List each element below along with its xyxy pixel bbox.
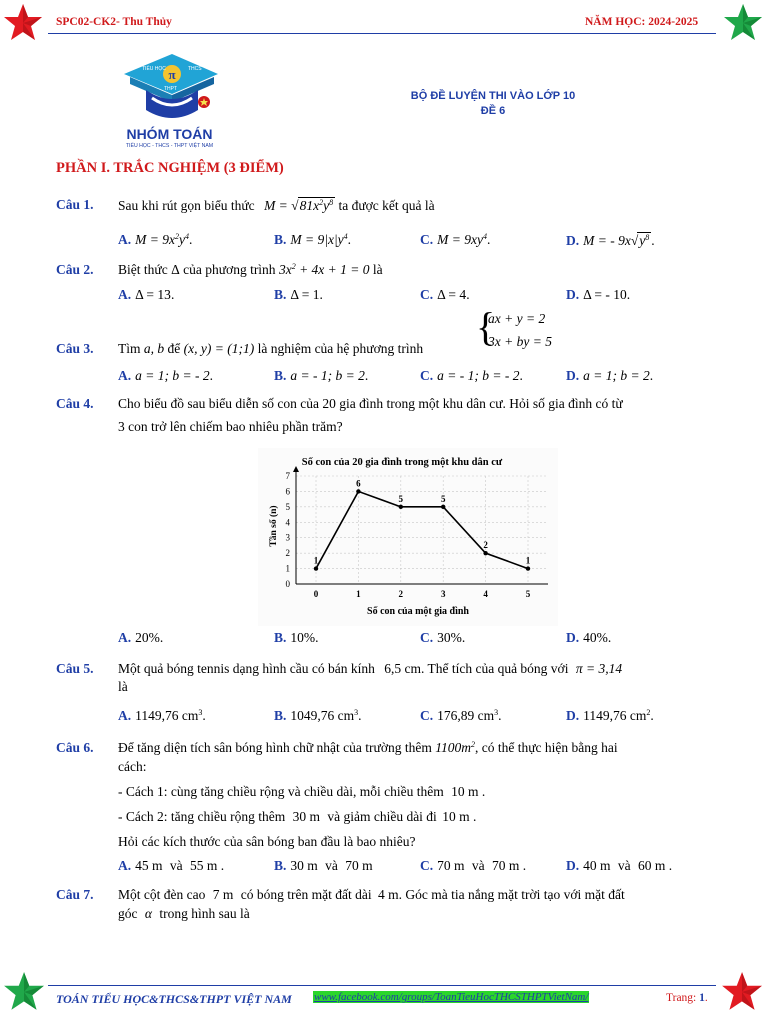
chart-ytick-label: 6	[285, 486, 290, 497]
chart-data-label: 1	[313, 555, 319, 566]
q6-text: Để tăng diện tích sân bóng hình chữ nhật của trường thêm $1100m^2$, có thể thực hiện bằng hai	[118, 740, 618, 755]
header-divider	[48, 33, 716, 34]
star-green-footer-icon	[2, 970, 46, 1014]
exam-title	[388, 89, 598, 119]
q4-text-line1: Cho biểu đồ sau biểu diễn số con của 20 gia đình trong một khu dân cư. Hỏi số gia đình có từ	[118, 396, 623, 411]
q6-way2: - Cách 2: tăng chiều rộng thêm 30 m và giảm chiều dài đi 10 m .	[118, 809, 477, 824]
chart-data-label: 5	[398, 493, 404, 504]
section-title: PHẦN I. TRẮC NGHIỆM (3 ĐIỂM)	[56, 160, 284, 176]
svg-text:THCS: THCS	[188, 66, 202, 72]
star-red-footer-icon	[720, 970, 764, 1014]
q4-option-b[interactable]: B. 10%.	[274, 630, 319, 645]
svg-text:TIỂU HỌC: TIỂU HỌC	[142, 66, 166, 72]
q5-option-a[interactable]: A. 1149,76 $cm^3$.	[118, 708, 206, 723]
footer-page: Trang: 1.	[666, 992, 708, 1004]
chart-title: Số con của 20 gia đình trong một khu dân cư	[301, 457, 503, 468]
q7-text-line2: góc α trong hình sau là	[118, 906, 250, 921]
chart-ytick-label: 2	[285, 548, 290, 559]
q4-chart	[258, 448, 558, 626]
chart-xtick-label: 4	[483, 589, 488, 599]
q2-option-b[interactable]: B. Δ = 1.	[274, 287, 323, 302]
chart-ytick-label: 5	[285, 501, 290, 512]
exam-title-line1: BỘ ĐỀ LUYỆN THI VÀO LỚP 10	[410, 90, 576, 102]
logo-name: NHÓM TOÁN	[126, 126, 213, 142]
q1-option-b[interactable]: B. $M = 9|x|y^4$.	[274, 232, 352, 247]
q1-expression: $M = √81x^2y^8$	[264, 198, 334, 213]
chart-ytick-label: 1	[285, 563, 290, 574]
q4-option-c[interactable]: C. 30%.	[420, 630, 466, 645]
q4-option-a[interactable]: A. 20%.	[118, 630, 164, 645]
q2-text: Biệt thức Δ của phương trình $3x^2 + 4x + 1 = 0$ là	[118, 262, 383, 277]
footer-org: TOÁN TIỂU HỌC&THCS&THPT VIỆT NAM	[56, 992, 292, 1006]
q3-text: Tìm a, b để (x, y) = (1;1) là nghiệm của hệ phương trình	[118, 341, 424, 356]
logo-mark-icon	[112, 50, 227, 128]
star-green-icon	[722, 2, 764, 44]
q6-text-line2: cách:	[118, 759, 147, 774]
q2-option-d[interactable]: D. Δ = - 10.	[566, 287, 631, 302]
q6-question: Hỏi các kích thước của sân bóng ban đầu là bao nhiêu?	[118, 834, 416, 849]
q3-option-c[interactable]: C. a = - 1; b = - 2.	[420, 368, 523, 383]
chart-data-label: 1	[525, 555, 531, 566]
q2-option-c[interactable]: C. Δ = 4.	[420, 287, 470, 302]
q1-option-a[interactable]: A. $M = 9x^2y^4$.	[118, 232, 193, 247]
logo	[112, 50, 227, 155]
footer-link[interactable]: www.facebook.com/groups/ToanTieuHocTHCSTHPTVietNam/	[314, 991, 589, 1003]
q5-label: Câu 5.	[56, 661, 94, 676]
chart-ytick-label: 3	[285, 532, 290, 543]
exam-title-line2: ĐỀ 6	[480, 105, 506, 117]
q5-option-d[interactable]: D. 1149,76 $cm^2$.	[566, 708, 654, 723]
q4-option-d[interactable]: D. 40%.	[566, 630, 612, 645]
q6-option-c[interactable]: C. 70 m và 70 m .	[420, 858, 527, 873]
chart-xtick-label: 5	[525, 589, 531, 599]
header-left: SPC02-CK2- Thu Thủy	[56, 16, 172, 28]
q2-option-a[interactable]: A. Δ = 13.	[118, 287, 175, 302]
q6-way1: - Cách 1: cùng tăng chiều rộng và chiều dài, mỗi chiều thêm 10 m .	[118, 784, 486, 799]
chart-xtick-label: 3	[440, 589, 446, 599]
chart-ytick-label: 0	[285, 579, 290, 589]
q7-label: Câu 7.	[56, 887, 94, 902]
q5-text-line2: là	[118, 679, 128, 694]
chart-point	[399, 505, 403, 509]
chart-ytick-label: 4	[285, 517, 290, 528]
q7-text: Một cột đèn cao 7 m có bóng trên mặt đất dài 4 m. Góc mà tia nắng mặt trời tạo với mặt đất	[118, 887, 625, 902]
chart-data-label: 6	[356, 478, 361, 489]
svg-text:THPT: THPT	[164, 86, 178, 92]
chart-xlabel: Số con của một gia đình	[367, 606, 469, 617]
q3-option-d[interactable]: D. a = 1; b = 2.	[566, 368, 654, 383]
q5-text: Một quả bóng tennis dạng hình cầu có bán kính 6,5 cm. Thể tích của quả bóng với π = 3,14	[118, 661, 623, 676]
chart-data-label: 2	[483, 540, 488, 551]
chart-xtick-label: 1	[356, 589, 361, 599]
chart-xtick-label: 2	[398, 589, 404, 599]
q1-option-d[interactable]: D. M = - $9x√y^8$ .	[566, 233, 655, 248]
q6-option-a[interactable]: A. 45 m và 55 m .	[118, 858, 225, 873]
header-right: NĂM HỌC: 2024-2025	[585, 16, 699, 28]
logo-tagline: TIỂU HỌC - THCS - THPT VIỆT NAM	[125, 143, 214, 149]
q2-label: Câu 2.	[56, 262, 94, 277]
chart-point	[441, 505, 445, 509]
chart-point	[483, 551, 487, 555]
q4-text-line2: 3 con trở lên chiếm bao nhiêu phần trăm?	[118, 419, 343, 434]
star-red-icon	[2, 2, 44, 44]
chart-xtick-label: 0	[313, 589, 319, 599]
q3-option-b[interactable]: B. a = - 1; b = 2.	[274, 368, 369, 383]
q4-label: Câu 4.	[56, 396, 94, 411]
chart-point	[356, 489, 360, 493]
q6-label: Câu 6.	[56, 740, 94, 755]
q6-option-b[interactable]: B. 30 m và 70 m	[274, 858, 373, 873]
footer-divider	[48, 985, 716, 986]
logo-pi: π	[168, 67, 176, 82]
q5-option-c[interactable]: C. 176,89 $cm^3$.	[420, 708, 502, 723]
chart-data-label: 5	[440, 493, 446, 504]
chart-point	[314, 566, 318, 570]
q1-option-c[interactable]: C. $M = 9xy^4$.	[420, 232, 491, 247]
chart-ytick-label: 7	[285, 471, 290, 481]
chart-ylabel: Tần số (n)	[269, 505, 279, 547]
q5-option-b[interactable]: B. 1049,76 $cm^3$.	[274, 708, 362, 723]
q3-label: Câu 3.	[56, 341, 94, 356]
q1-text: Sau khi rút gọn biểu thức $M = √81x^2y^8$ ta được kết quả là	[118, 198, 435, 213]
q1-label: Câu 1.	[56, 197, 94, 212]
chart-point	[526, 566, 530, 570]
q6-option-d[interactable]: D. 40 m và 60 m .	[566, 858, 673, 873]
q3-option-a[interactable]: A. a = 1; b = - 2.	[118, 368, 213, 383]
